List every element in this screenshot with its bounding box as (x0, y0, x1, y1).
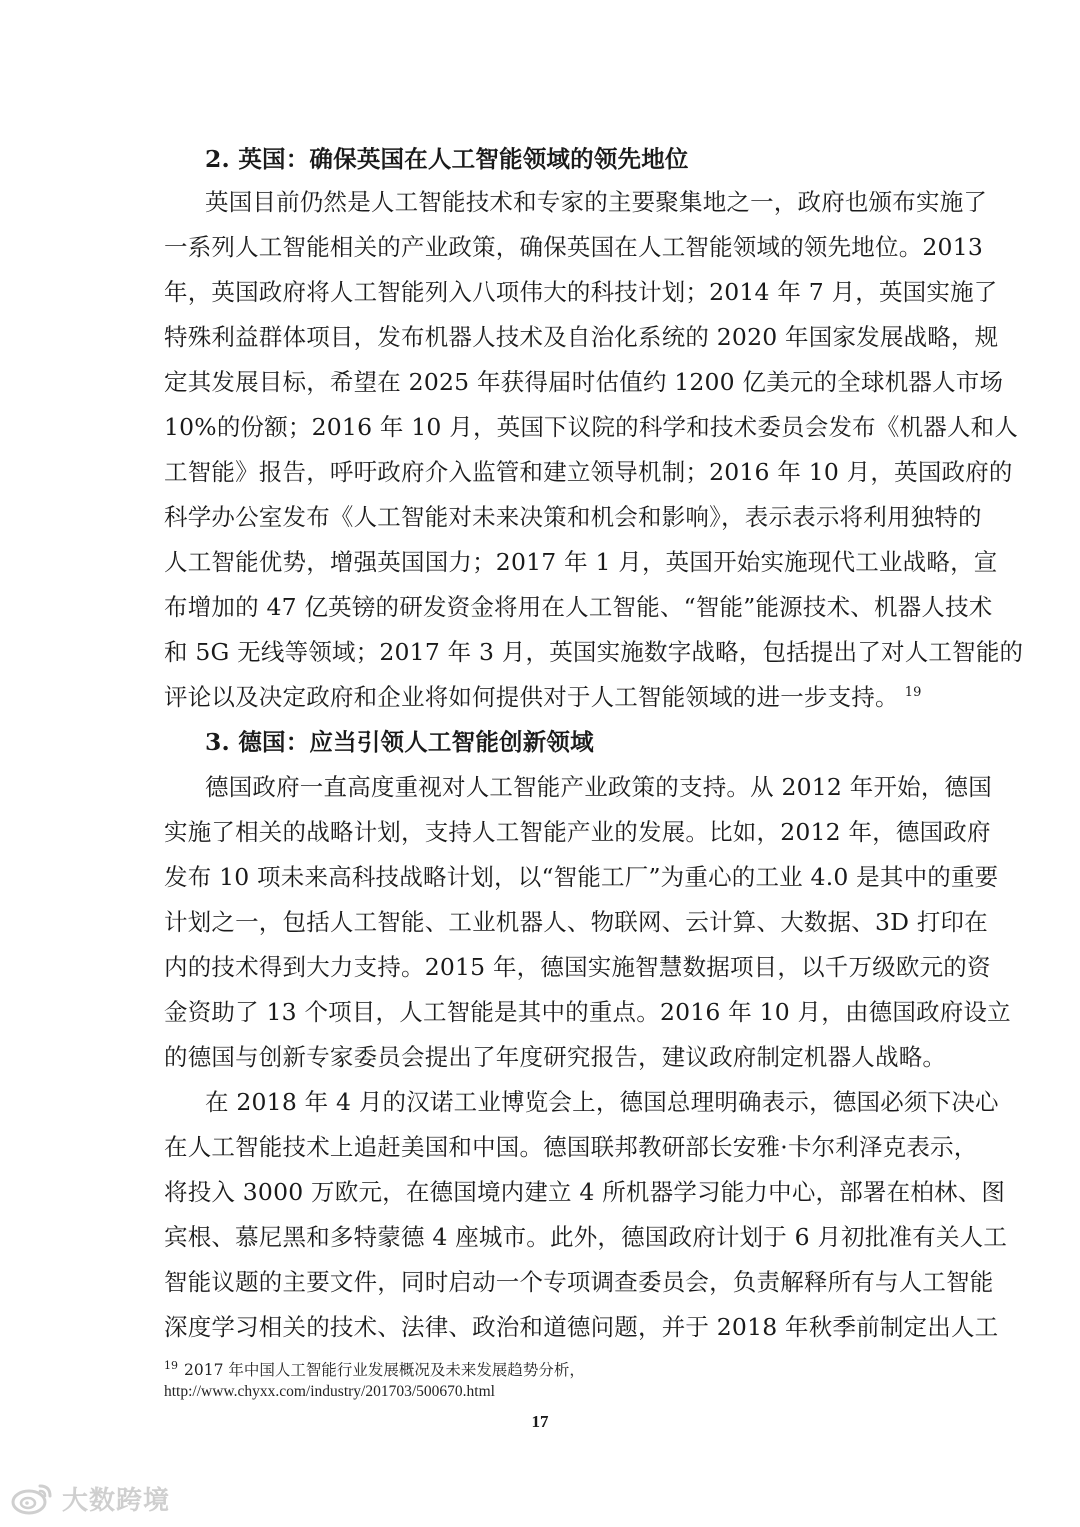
paragraph-line: 特殊利益群体项目，发布机器人技术及自治化系统的 2020 年国家发展战略，规 (164, 323, 999, 351)
section-2-heading: 2. 英国：确保英国在人工智能领域的领先地位 (205, 145, 689, 173)
paragraph-line: 计划之一，包括人工智能、工业机器人、物联网、云计算、大数据、3D 打印在 (164, 908, 988, 936)
paragraph-line: 和 5G 无线等领域；2017 年 3 月，英国实施数字战略，包括提出了对人工智能的 (164, 638, 1024, 666)
paragraph-line: 内的技术得到大力支持。2015 年，德国实施智慧数据项目，以千万级欧元的资 (164, 953, 991, 981)
paragraph-line: 的德国与创新专家委员会提出了年度研究报告，建议政府制定机器人战略。 (164, 1043, 947, 1071)
footnote-url[interactable]: http://www.chyxx.com/industry/201703/500670.html (164, 1383, 495, 1400)
paragraph-line: 人工智能优势，增强英国国力；2017 年 1 月，英国开始实施现代工业战略，宣 (164, 548, 998, 576)
paragraph-line: 实施了相关的战略计划，支持人工智能产业的发展。比如，2012 年，德国政府 (164, 818, 991, 846)
paragraph-line: 布增加的 47 亿英镑的研发资金将用在人工智能、“智能”能源技术、机器人技术 (164, 593, 993, 621)
paragraph-line: 将投入 3000 万欧元，在德国境内建立 4 所机器学习能力中心，部署在柏林、图 (164, 1178, 1006, 1206)
paragraph-line: 在人工智能技术上追赶美国和中国。德国联邦教研部长安雅·卡尔利泽克表示， (164, 1133, 978, 1161)
watermark (10, 1478, 170, 1518)
paragraph-line: 年，英国政府将人工智能列入八项伟大的科技计划；2014 年 7 月，英国实施了 (164, 278, 998, 306)
footnote-text: 2017 年中国人工智能行业发展概况及未来发展趋势分析， (184, 1361, 585, 1379)
paragraph-line: 金资助了 13 个项目，人工智能是其中的重点。2016 年 10 月，由德国政府设立 (164, 998, 1011, 1026)
paragraph-line: 宾根、慕尼黑和多特蒙德 4 座城市。此外，德国政府计划于 6 月初批准有关人工 (164, 1223, 1008, 1251)
paragraph-line: 发布 10 项未来高科技战略计划，以“智能工厂”为重心的工业 4.0 是其中的重要 (164, 863, 999, 891)
section-3-heading: 3. 德国：应当引领人工智能创新领域 (205, 728, 594, 756)
footnote-mark: 19 (164, 1358, 178, 1372)
paragraph-line: 在 2018 年 4 月的汉诺工业博览会上，德国总理明确表示，德国必须下决心 (205, 1088, 999, 1116)
footnote-reference[interactable]: 19 (904, 685, 922, 701)
paragraph-line: 定其发展目标，希望在 2025 年获得届时估值约 1200 亿美元的全球机器人市场 (164, 368, 1004, 396)
paragraph-line (164, 682, 922, 712)
footnote (164, 1360, 585, 1380)
paragraph-line: 10%的份额；2016 年 10 月，英国下议院的科学和技术委员会发布《机器人和人 (164, 413, 1019, 441)
paragraph-line: 工智能》报告，呼吁政府介入监管和建立领导机制；2016 年 10 月，英国政府的 (164, 458, 1013, 486)
paragraph-line: 德国政府一直高度重视对人工智能产业政策的支持。从 2012 年开始，德国 (205, 773, 992, 801)
weibo-logo-icon (10, 1480, 54, 1516)
paragraph-line: 一系列人工智能相关的产业政策，确保英国在人工智能领域的领先地位。2013 (164, 233, 984, 261)
paragraph-line-text: 评论以及决定政府和企业将如何提供对于人工智能领域的进一步支持。 (164, 683, 899, 711)
paragraph-line: 智能议题的主要文件，同时启动一个专项调查委员会，负责解释所有与人工智能 (164, 1268, 994, 1296)
paragraph-line: 科学办公室发布《人工智能对未来决策和机会和影响》，表示表示将利用独特的 (164, 503, 982, 531)
page-number: 17 (531, 1412, 549, 1431)
paragraph-line: 深度学习相关的技术、法律、政治和道德问题，并于 2018 年秋季前制定出人工 (164, 1313, 999, 1341)
watermark-text: 大数跨境 (62, 1485, 171, 1516)
paragraph-line: 英国目前仍然是人工智能技术和专家的主要聚集地之一，政府也颁布实施了 (205, 188, 988, 216)
